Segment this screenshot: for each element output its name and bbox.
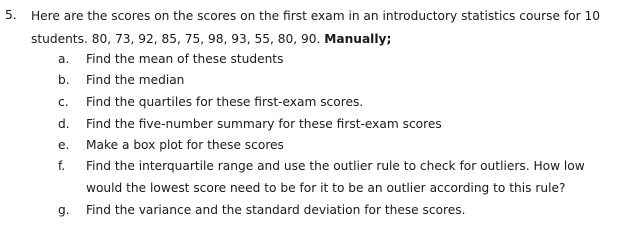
question-text-line-1: Here are the scores on the scores on the first exam in an introductory statistics course for 10: [31, 9, 601, 23]
item-text: Find the interquartile range and use the outlier rule to check for outliers. How low: [86, 159, 585, 173]
item-letter: d.: [58, 117, 70, 131]
item-letter: e.: [58, 138, 70, 152]
item-letter: a.: [58, 52, 70, 66]
item-text: Find the median: [86, 73, 185, 87]
item-text: Find the variance and the standard deviation for these scores.: [86, 203, 466, 217]
score-list: students. 80, 73, 92, 85, 75, 98, 93, 55, 80, 90.: [31, 32, 325, 46]
item-letter: g.: [58, 203, 70, 217]
question-text-line-2: [31, 31, 391, 47]
manually-label: Manually;: [324, 32, 392, 46]
question-number: 5.: [5, 8, 17, 22]
item-text: Make a box plot for these scores: [86, 138, 284, 152]
item-text: Find the mean of these students: [86, 52, 284, 66]
item-text: Find the five-number summary for these first-exam scores: [86, 117, 442, 131]
item-text: Find the quartiles for these first-exam scores.: [86, 95, 364, 109]
item-letter: c.: [58, 95, 69, 109]
item-letter: f.: [58, 159, 66, 173]
item-text-continuation: would the lowest score need to be for it to be an outlier according to this rule?: [86, 181, 566, 195]
item-letter: b.: [58, 73, 70, 87]
